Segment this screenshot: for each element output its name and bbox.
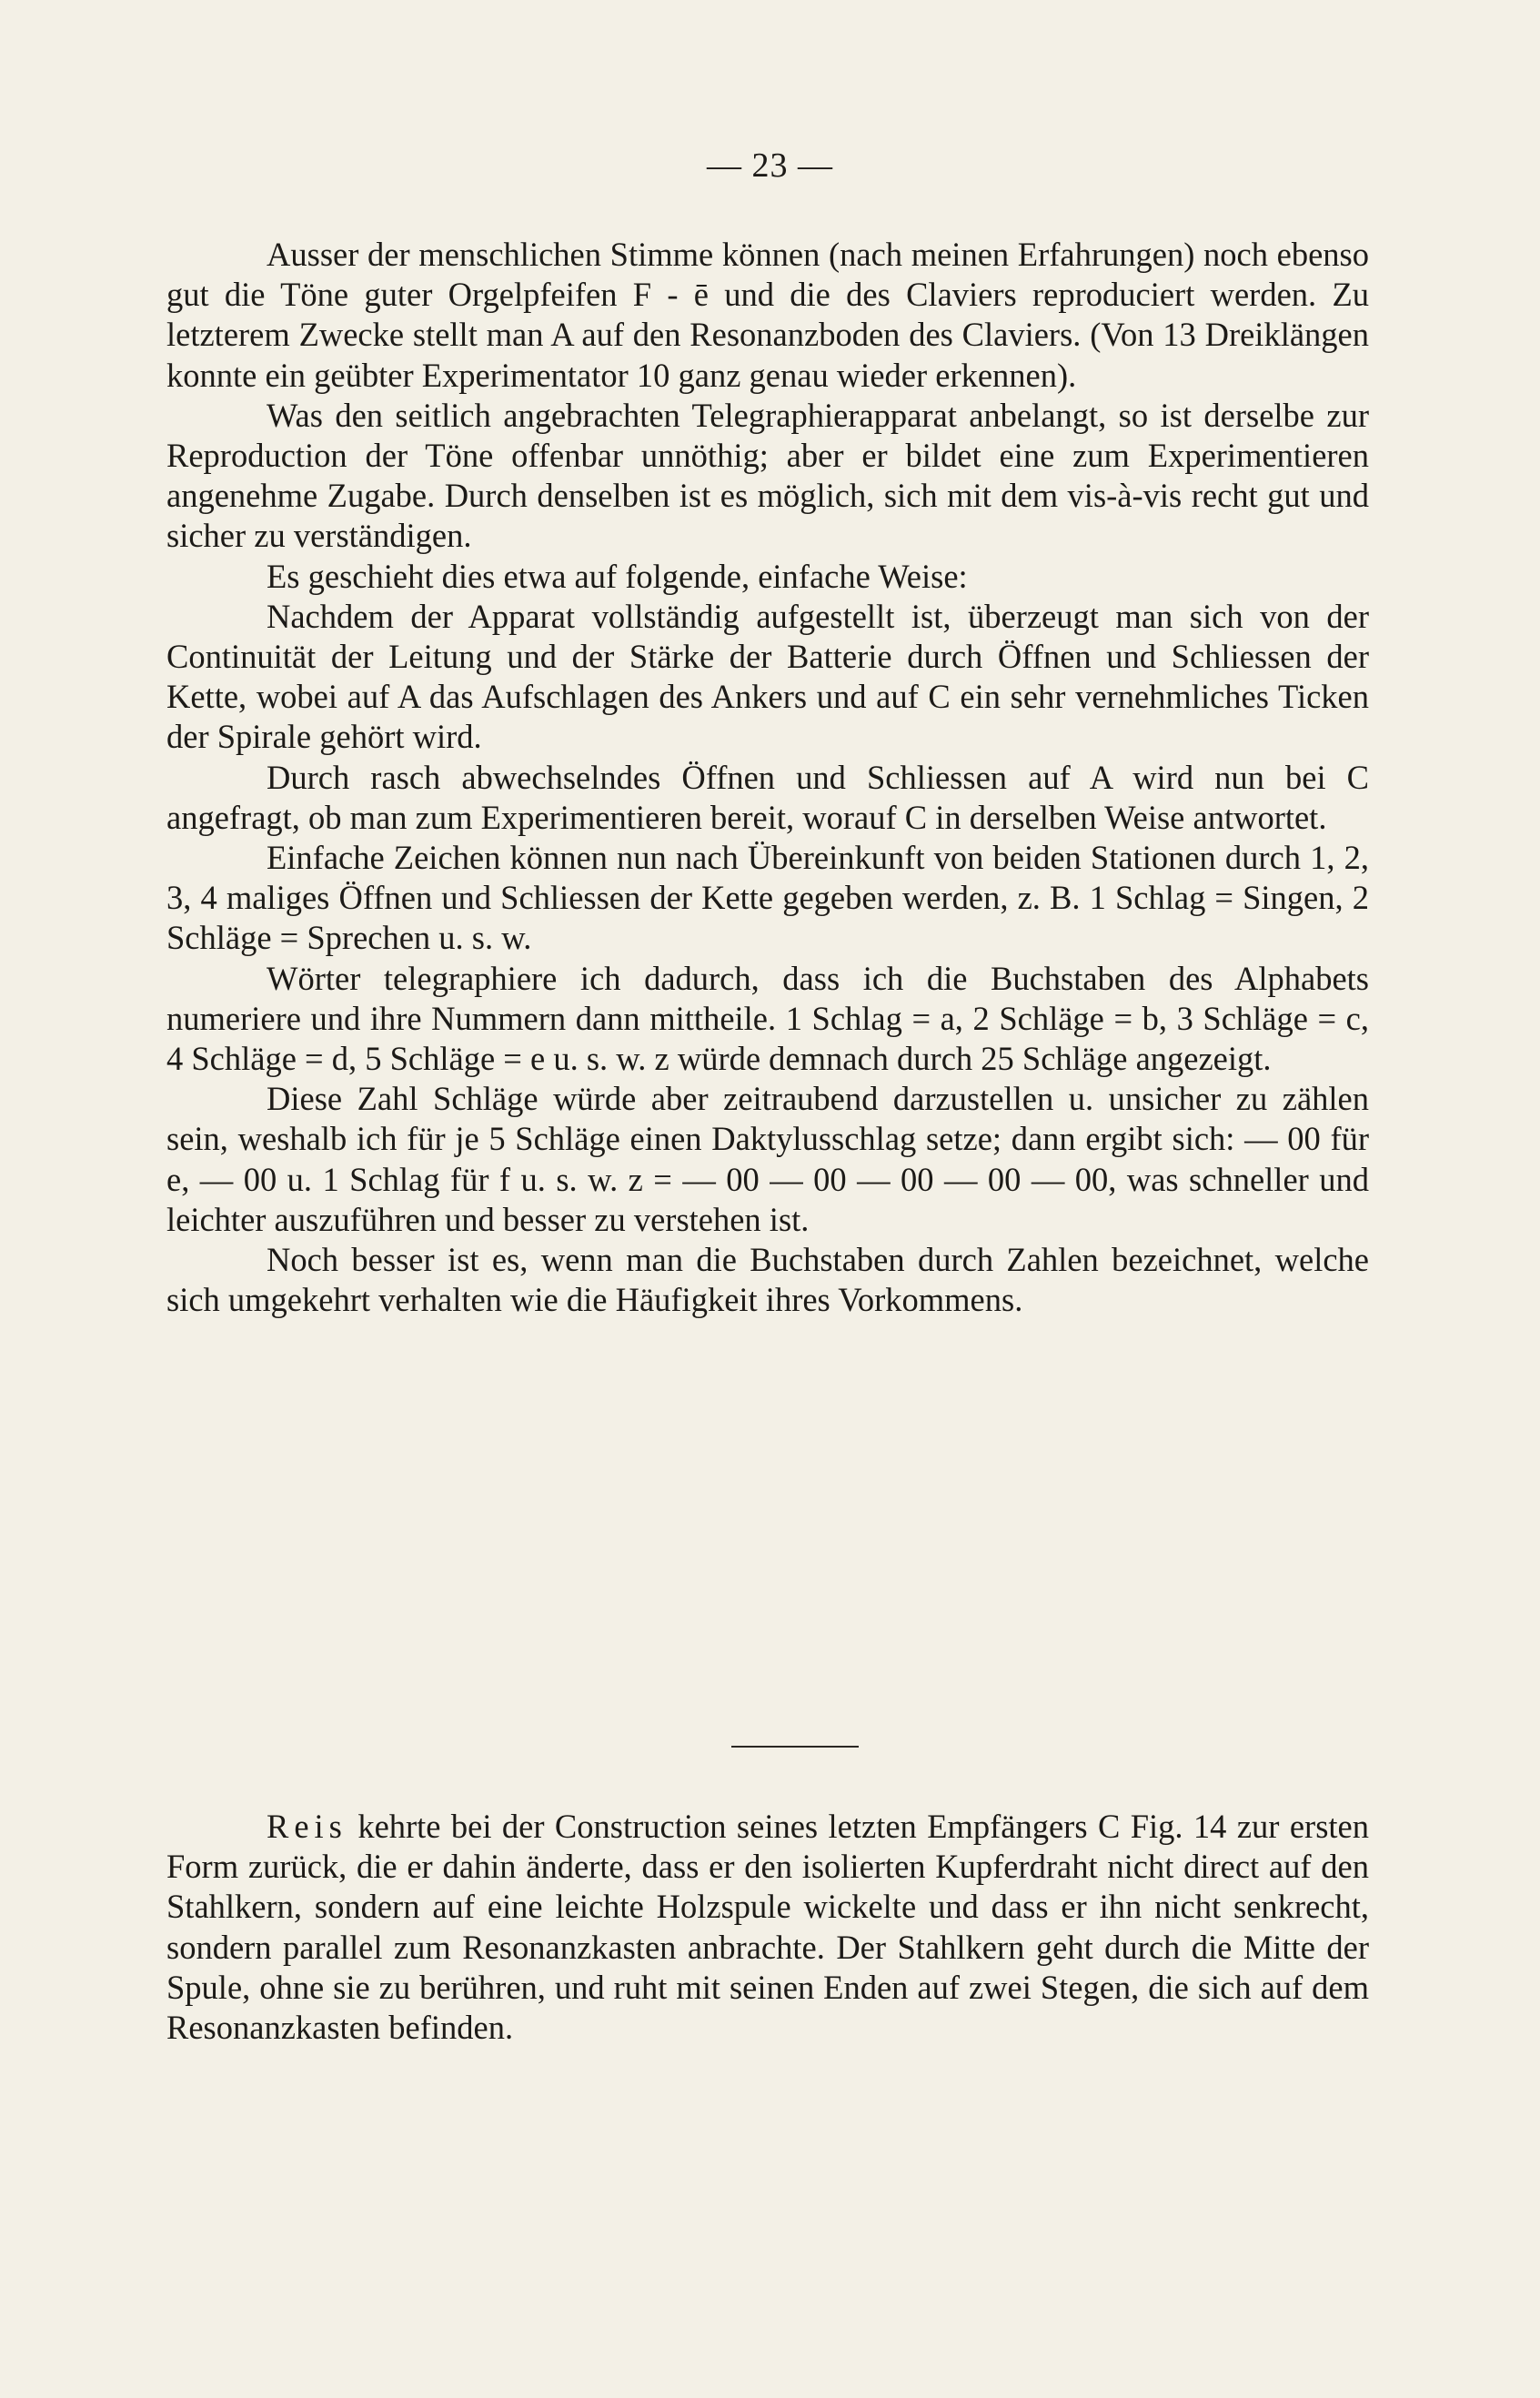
paragraph-9: Noch besser ist es, wenn man die Buchstaben durch Zahlen bezeichnet, welche sich umgekehrt verhalten wie die Häufigkeit ihres Vorkommens. xyxy=(166,1241,1369,1319)
author-name: Reis xyxy=(267,1808,347,1845)
section-telegraph xyxy=(166,235,1369,1320)
section-receiver xyxy=(166,1807,1369,2048)
page-number: — 23 — xyxy=(707,146,833,185)
paragraph-2: Was den seitlich angebrachten Telegraphierapparat anbelangt, so ist derselbe zur Reproduction der Töne offenbar unnöthig; aber er bildet eine zum Experimentieren angenehme Zugabe. Durch denselben ist es möglich, sich mit dem vis-à-vis recht gut und sicher zu verständigen. xyxy=(166,396,1369,555)
paragraph-receiver xyxy=(166,1807,1369,2048)
paragraph-receiver-text: kehrte bei der Construction seines letzten Empfängers C Fig. 14 zur ersten Form zurück, die er dahin änderte, dass er den isolierten Kupferdraht nicht direct auf den Stahlkern, sondern auf eine leichte Holzspule wickelte und dass er ihn nicht senkrecht, sondern parallel zum Resonanzkasten anbrachte. Der Stahlkern geht durch die Mitte der Spule, ohne sie zu berühren, und ruht mit seinen Enden auf zwei Stegen, die sich auf dem Resonanzkasten befinden. xyxy=(166,1808,1369,2047)
paragraph-4: Nachdem der Apparat vollständig aufgestellt ist, überzeugt man sich von der Continuität der Leitung und der Stärke der Batterie durch Öffnen und Schliessen der Kette, wobei auf A das Aufschlagen des Ankers und auf C ein sehr vernehmliches Ticken der Spirale gehört wird. xyxy=(166,597,1369,756)
paragraph-7: Wörter telegraphiere ich dadurch, dass ich die Buchstaben des Alphabets numeriere und ihre Nummern dann mittheile. 1 Schlag = a, 2 Schläge = b, 3 Schläge = c, 4 Schläge = d, 5 Schläge = e u. s. w. z würde demnach durch 25 Schläge angezeigt. xyxy=(166,959,1369,1078)
paragraph-6: Einfache Zeichen können nun nach Übereinkunft von beiden Stationen durch 1, 2, 3, 4 maliges Öffnen und Schliessen der Kette gegeben werden, z. B. 1 Schlag = Singen, 2 Schläge = Sprechen u. s. w. xyxy=(166,839,1369,957)
paragraph-3: Es geschieht dies etwa auf folgende, einfache Weise: xyxy=(267,557,968,595)
section-divider xyxy=(731,1746,859,1748)
paragraph-5: Durch rasch abwechselndes Öffnen und Schliessen auf A wird nun bei C angefragt, ob man zum Experimentieren bereit, worauf C in derselben Weise antwortet. xyxy=(166,758,1369,836)
paragraph-1: Ausser der menschlichen Stimme können (nach meinen Erfahrungen) noch ebenso gut die Töne guter Orgelpfeifen F - ē und die des Claviers reproduciert werden. Zu letzterem Zwecke stellt man A auf den Resonanzboden des Claviers. (Von 13 Dreiklängen konnte ein geübter Experimentator 10 ganz genau wieder erkennen). xyxy=(166,236,1369,394)
paragraph-8: Diese Zahl Schläge würde aber zeitraubend darzustellen u. unsicher zu zählen sein, weshalb ich für je 5 Schläge einen Daktylusschlag setze; dann ergibt sich: — 00 für e, — 00 u. 1 Schlag für f u. s. w. z = — 00 — 00 — 00 — 00 — 00, was schneller und leichter auszuführen und besser zu verstehen ist. xyxy=(166,1080,1369,1238)
